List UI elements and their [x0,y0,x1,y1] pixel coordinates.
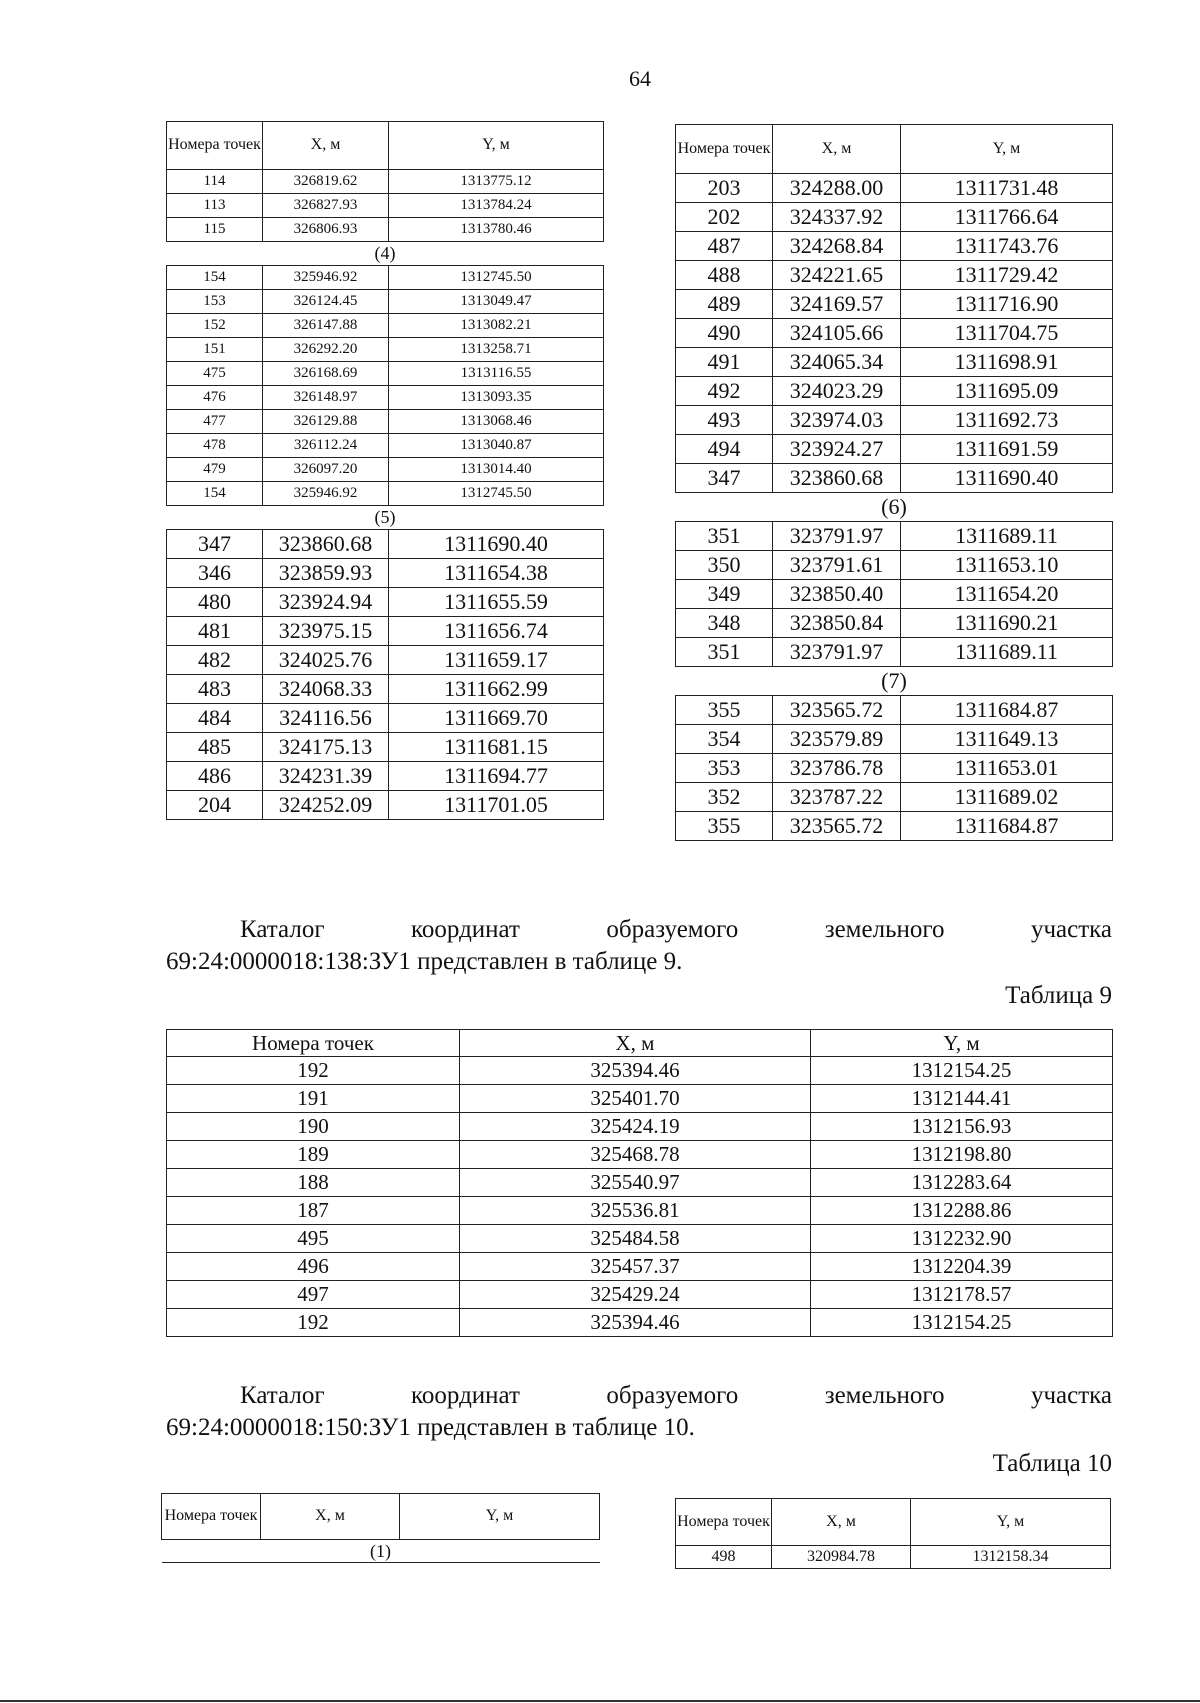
section-separator-row [676,493,1113,522]
table-row [167,194,604,218]
table-row [676,725,1113,754]
y-coordinate-cell: 1311656.74 [389,617,604,646]
y-coordinate-cell: 1311695.09 [901,377,1113,406]
table-row [167,1197,1113,1225]
table-row [676,812,1113,841]
point-number-cell: 482 [167,646,263,675]
x-coordinate-cell: 324023.29 [773,377,901,406]
table-row [167,762,604,791]
y-coordinate-cell: 1312283.64 [811,1169,1113,1197]
point-number-cell: 189 [167,1141,460,1169]
table-row [167,791,604,820]
y-coordinate-cell: 1311766.64 [901,203,1113,232]
x-coordinate-cell: 323791.61 [773,551,901,580]
y-coordinate-cell: 1312154.25 [811,1309,1113,1337]
header-y: Y, м [389,122,604,170]
table-row [676,580,1113,609]
x-coordinate-cell: 326819.62 [263,170,389,194]
x-coordinate-cell: 323974.03 [773,406,901,435]
x-coordinate-cell: 323924.94 [263,588,389,617]
point-number-cell: 192 [167,1309,460,1337]
catalog-paragraph-150 [166,1380,1112,1444]
table-row [167,1281,1113,1309]
x-coordinate-cell: 323975.15 [263,617,389,646]
x-coordinate-cell: 323860.68 [263,530,389,559]
point-number-cell: 151 [167,338,263,362]
table-row [167,482,604,506]
coordinates-table-right [675,124,1113,841]
table-10-right [675,1498,1111,1569]
table-row [167,1085,1113,1113]
x-coordinate-cell: 324268.84 [773,232,901,261]
x-coordinate-cell: 326148.97 [263,386,389,410]
table-row [676,348,1113,377]
point-number-cell: 477 [167,410,263,434]
y-coordinate-cell: 1311690.21 [901,609,1113,638]
x-coordinate-cell: 323791.97 [773,638,901,667]
x-coordinate-cell: 323850.40 [773,580,901,609]
table-row [676,435,1113,464]
point-number-cell: 476 [167,386,263,410]
point-number-cell: 113 [167,194,263,218]
y-coordinate-cell: 1312158.34 [911,1546,1111,1569]
x-coordinate-cell: 323791.97 [773,522,901,551]
point-number-cell: 487 [676,232,773,261]
point-number-cell: 498 [676,1546,772,1569]
x-coordinate-cell: 324175.13 [263,733,389,762]
x-coordinate-cell: 326129.88 [263,410,389,434]
coordinates-table-left [166,121,604,820]
table-row [676,609,1113,638]
y-coordinate-cell: 1311691.59 [901,435,1113,464]
point-number-cell: 490 [676,319,773,348]
point-number-cell: 480 [167,588,263,617]
header-y: Y, м [811,1030,1113,1057]
table-row [676,232,1113,261]
x-coordinate-cell: 323565.72 [773,812,901,841]
point-number-cell: 352 [676,783,773,812]
catalog-paragraph-138 [166,914,1112,978]
point-number-cell: 347 [676,464,773,493]
x-coordinate-cell: 326112.24 [263,434,389,458]
point-number-cell: 355 [676,696,773,725]
paragraph-line-2: 69:24:0000018:138:ЗУ1 представлен в таблице 9. [166,948,683,975]
table-row [167,386,604,410]
table-row [167,338,604,362]
table-row [167,434,604,458]
x-coordinate-cell: 325468.78 [460,1141,811,1169]
y-coordinate-cell: 1313068.46 [389,410,604,434]
y-coordinate-cell: 1312232.90 [811,1225,1113,1253]
section-separator-row [167,242,604,266]
table-row [676,754,1113,783]
table-row [676,290,1113,319]
y-coordinate-cell: 1313014.40 [389,458,604,482]
table-9-caption: Таблица 9 [1005,982,1112,1009]
y-coordinate-cell: 1311701.05 [389,791,604,820]
table-row [167,1225,1113,1253]
y-coordinate-cell: 1312178.57 [811,1281,1113,1309]
x-coordinate-cell: 325401.70 [460,1085,811,1113]
y-coordinate-cell: 1311716.90 [901,290,1113,319]
table-row [167,733,604,762]
point-number-cell: 478 [167,434,263,458]
header-point-number: Номера точек [676,125,773,174]
point-number-cell: 488 [676,261,773,290]
x-coordinate-cell: 325946.92 [263,266,389,290]
y-coordinate-cell: 1311729.42 [901,261,1113,290]
point-number-cell: 153 [167,290,263,314]
y-coordinate-cell: 1312198.80 [811,1141,1113,1169]
x-coordinate-cell: 324337.92 [773,203,901,232]
table-row [167,314,604,338]
x-coordinate-cell: 324116.56 [263,704,389,733]
header-point-number: Номера точек [167,122,263,170]
point-number-cell: 492 [676,377,773,406]
point-number-cell: 351 [676,638,773,667]
y-coordinate-cell: 1311655.59 [389,588,604,617]
point-number-cell: 475 [167,362,263,386]
x-coordinate-cell: 323924.27 [773,435,901,464]
x-coordinate-cell: 323850.84 [773,609,901,638]
section-separator-row [167,506,604,530]
header-point-number: Номера точек [167,1030,460,1057]
section-separator-row [162,1540,600,1563]
point-number-cell: 484 [167,704,263,733]
point-number-cell: 192 [167,1057,460,1085]
point-number-cell: 497 [167,1281,460,1309]
table-row [676,406,1113,435]
table-row [167,410,604,434]
table-row [676,1546,1111,1569]
point-number-cell: 347 [167,530,263,559]
table-row [167,170,604,194]
x-coordinate-cell: 320984.78 [772,1546,911,1569]
y-coordinate-cell: 1311649.13 [901,725,1113,754]
point-number-cell: 346 [167,559,263,588]
y-coordinate-cell: 1313258.71 [389,338,604,362]
table-row [167,559,604,588]
table-row [167,617,604,646]
table-row [167,1253,1113,1281]
y-coordinate-cell: 1311684.87 [901,812,1113,841]
y-coordinate-cell: 1311684.87 [901,696,1113,725]
table-row [676,203,1113,232]
point-number-cell: 154 [167,482,263,506]
y-coordinate-cell: 1311743.76 [901,232,1113,261]
y-coordinate-cell: 1311659.17 [389,646,604,675]
table-row [167,1141,1113,1169]
y-coordinate-cell: 1311731.48 [901,174,1113,203]
table-row [167,1113,1113,1141]
table-row [167,266,604,290]
x-coordinate-cell: 324065.34 [773,348,901,377]
y-coordinate-cell: 1311689.02 [901,783,1113,812]
y-coordinate-cell: 1311692.73 [901,406,1113,435]
y-coordinate-cell: 1311653.01 [901,754,1113,783]
y-coordinate-cell: 1313775.12 [389,170,604,194]
table-row [167,588,604,617]
x-coordinate-cell: 324231.39 [263,762,389,791]
table-row [676,522,1113,551]
table-row [167,530,604,559]
x-coordinate-cell: 324288.00 [773,174,901,203]
header-x: X, м [261,1494,400,1540]
point-number-cell: 188 [167,1169,460,1197]
table-10-caption: Таблица 10 [992,1450,1112,1477]
paragraph-line-1: Каталог координат образуемого земельного участка [240,916,1112,943]
y-coordinate-cell: 1313784.24 [389,194,604,218]
table-row [676,783,1113,812]
x-coordinate-cell: 323787.22 [773,783,901,812]
x-coordinate-cell: 323579.89 [773,725,901,754]
x-coordinate-cell: 325484.58 [460,1225,811,1253]
x-coordinate-cell: 326097.20 [263,458,389,482]
x-coordinate-cell: 324169.57 [773,290,901,319]
y-coordinate-cell: 1311654.38 [389,559,604,588]
table-row [676,319,1113,348]
y-coordinate-cell: 1312154.25 [811,1057,1113,1085]
section-label: (7) [676,667,1113,696]
section-label: (4) [167,242,604,266]
header-y: Y, м [400,1494,600,1540]
table-row [676,261,1113,290]
y-coordinate-cell: 1313093.35 [389,386,604,410]
paragraph-line-2: 69:24:0000018:150:ЗУ1 представлен в таблице 10. [166,1414,695,1441]
x-coordinate-cell: 324105.66 [773,319,901,348]
header-y: Y, м [911,1499,1111,1546]
y-coordinate-cell: 1313780.46 [389,218,604,242]
point-number-cell: 354 [676,725,773,754]
point-number-cell: 202 [676,203,773,232]
table-row [676,377,1113,406]
header-point-number: Номера точек [162,1494,261,1540]
x-coordinate-cell: 326168.69 [263,362,389,386]
point-number-cell: 353 [676,754,773,783]
table-row [167,1057,1113,1085]
x-coordinate-cell: 324252.09 [263,791,389,820]
point-number-cell: 495 [167,1225,460,1253]
x-coordinate-cell: 325457.37 [460,1253,811,1281]
x-coordinate-cell: 324221.65 [773,261,901,290]
y-coordinate-cell: 1311669.70 [389,704,604,733]
table-9 [166,1029,1113,1337]
point-number-cell: 479 [167,458,263,482]
point-number-cell: 491 [676,348,773,377]
point-number-cell: 190 [167,1113,460,1141]
point-number-cell: 187 [167,1197,460,1225]
y-coordinate-cell: 1311690.40 [901,464,1113,493]
point-number-cell: 204 [167,791,263,820]
x-coordinate-cell: 326292.20 [263,338,389,362]
paragraph-line-1: Каталог координат образуемого земельного участка [240,1382,1112,1409]
point-number-cell: 203 [676,174,773,203]
table-row [676,464,1113,493]
table-row [167,675,604,704]
x-coordinate-cell: 323859.93 [263,559,389,588]
table-row [676,696,1113,725]
x-coordinate-cell: 325429.24 [460,1281,811,1309]
y-coordinate-cell: 1312204.39 [811,1253,1113,1281]
table-row [167,458,604,482]
y-coordinate-cell: 1312745.50 [389,266,604,290]
y-coordinate-cell: 1311698.91 [901,348,1113,377]
y-coordinate-cell: 1311690.40 [389,530,604,559]
x-coordinate-cell: 323565.72 [773,696,901,725]
point-number-cell: 350 [676,551,773,580]
y-coordinate-cell: 1312745.50 [389,482,604,506]
y-coordinate-cell: 1312156.93 [811,1113,1113,1141]
header-point-number: Номера точек [676,1499,772,1546]
x-coordinate-cell: 325394.46 [460,1309,811,1337]
y-coordinate-cell: 1311681.15 [389,733,604,762]
y-coordinate-cell: 1311654.20 [901,580,1113,609]
table-row [167,704,604,733]
table-row [167,646,604,675]
x-coordinate-cell: 325946.92 [263,482,389,506]
y-coordinate-cell: 1313116.55 [389,362,604,386]
point-number-cell: 483 [167,675,263,704]
x-coordinate-cell: 326827.93 [263,194,389,218]
x-coordinate-cell: 325394.46 [460,1057,811,1085]
section-label: (1) [162,1540,600,1563]
header-x: X, м [263,122,389,170]
table-row [167,362,604,386]
point-number-cell: 349 [676,580,773,609]
table-row [676,551,1113,580]
header-x: X, м [773,125,901,174]
point-number-cell: 115 [167,218,263,242]
table-row [676,638,1113,667]
y-coordinate-cell: 1311689.11 [901,522,1113,551]
point-number-cell: 496 [167,1253,460,1281]
x-coordinate-cell: 325424.19 [460,1113,811,1141]
y-coordinate-cell: 1311662.99 [389,675,604,704]
header-y: Y, м [901,125,1113,174]
point-number-cell: 351 [676,522,773,551]
x-coordinate-cell: 324025.76 [263,646,389,675]
page-bottom-edge [0,1700,1200,1702]
header-x: X, м [772,1499,911,1546]
table-row [167,290,604,314]
point-number-cell: 486 [167,762,263,791]
page-number: 64 [629,66,651,91]
y-coordinate-cell: 1311704.75 [901,319,1113,348]
point-number-cell: 154 [167,266,263,290]
point-number-cell: 481 [167,617,263,646]
x-coordinate-cell: 326806.93 [263,218,389,242]
section-separator-row [676,667,1113,696]
point-number-cell: 348 [676,609,773,638]
point-number-cell: 494 [676,435,773,464]
y-coordinate-cell: 1311694.77 [389,762,604,791]
point-number-cell: 493 [676,406,773,435]
header-x: X, м [460,1030,811,1057]
point-number-cell: 152 [167,314,263,338]
point-number-cell: 191 [167,1085,460,1113]
table-row [167,1309,1113,1337]
table-10-left [161,1493,600,1563]
point-number-cell: 485 [167,733,263,762]
y-coordinate-cell: 1313082.21 [389,314,604,338]
section-label: (6) [676,493,1113,522]
x-coordinate-cell: 325536.81 [460,1197,811,1225]
x-coordinate-cell: 324068.33 [263,675,389,704]
x-coordinate-cell: 326147.88 [263,314,389,338]
y-coordinate-cell: 1312288.86 [811,1197,1113,1225]
point-number-cell: 355 [676,812,773,841]
table-row [167,1169,1113,1197]
y-coordinate-cell: 1311653.10 [901,551,1113,580]
x-coordinate-cell: 323860.68 [773,464,901,493]
x-coordinate-cell: 325540.97 [460,1169,811,1197]
table-row [167,218,604,242]
section-label: (5) [167,506,604,530]
y-coordinate-cell: 1313040.87 [389,434,604,458]
y-coordinate-cell: 1312144.41 [811,1085,1113,1113]
y-coordinate-cell: 1313049.47 [389,290,604,314]
point-number-cell: 114 [167,170,263,194]
table-row [676,174,1113,203]
point-number-cell: 489 [676,290,773,319]
x-coordinate-cell: 326124.45 [263,290,389,314]
y-coordinate-cell: 1311689.11 [901,638,1113,667]
x-coordinate-cell: 323786.78 [773,754,901,783]
